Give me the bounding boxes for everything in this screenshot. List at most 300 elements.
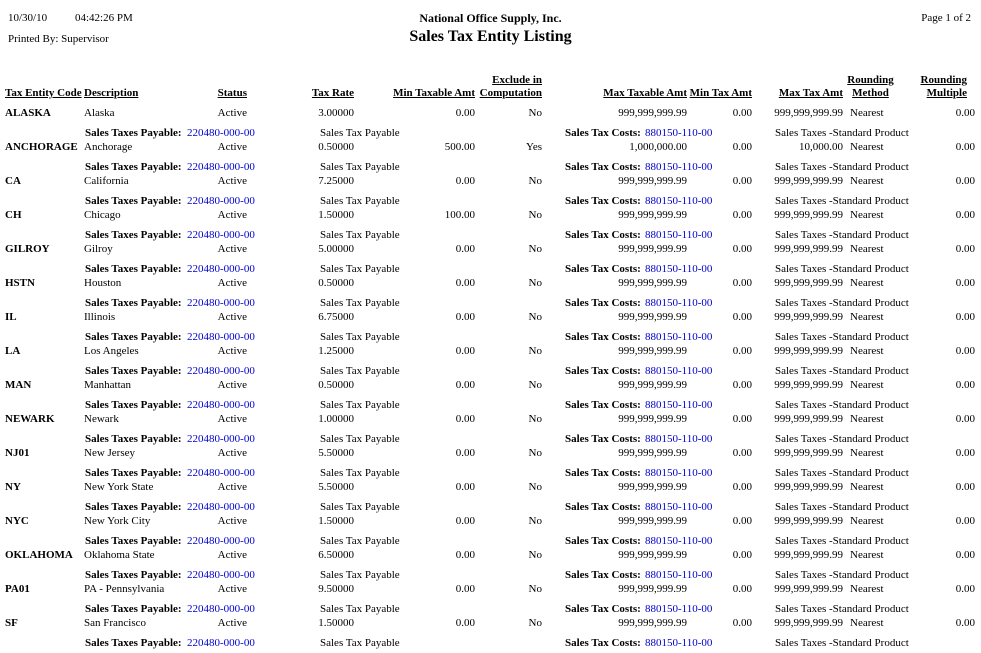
entity-max-taxable-amt: 999,999,999.99 xyxy=(618,209,687,221)
entity-min-tax-amt: 0.00 xyxy=(732,481,752,493)
payable-account-description: Sales Tax Payable xyxy=(320,263,400,275)
entity-exclude-in-computation: No xyxy=(528,447,542,459)
entity-rounding-multiple: 0.00 xyxy=(955,379,975,391)
account-row xyxy=(0,534,981,548)
entity-rounding-method: Nearest xyxy=(850,481,884,493)
entity-exclude-in-computation: No xyxy=(528,617,542,629)
col-header-rounding-multiple-line2: Multiple xyxy=(926,87,967,99)
entity-max-taxable-amt: 999,999,999.99 xyxy=(618,583,687,595)
entity-tax-rate: 6.75000 xyxy=(318,311,354,323)
entity-status: Active xyxy=(217,583,247,595)
entity-tax-rate: 0.50000 xyxy=(318,277,354,289)
entity-max-taxable-amt: 999,999,999.99 xyxy=(618,617,687,629)
costs-account-link[interactable]: 880150-110-00 xyxy=(645,603,713,615)
payable-account-link[interactable]: 220480-000-00 xyxy=(187,331,255,343)
col-header-rounding-method-line1: Rounding xyxy=(847,74,894,86)
payable-account-link[interactable]: 220480-000-00 xyxy=(187,637,255,649)
sales-tax-costs-label: Sales Tax Costs: xyxy=(565,467,641,479)
costs-account-description: Sales Taxes -Standard Product xyxy=(775,229,909,241)
costs-account-link[interactable]: 880150-110-00 xyxy=(645,637,713,649)
payable-account-link[interactable]: 220480-000-00 xyxy=(187,433,255,445)
entity-code: LA xyxy=(5,345,21,357)
entity-min-tax-amt: 0.00 xyxy=(732,549,752,561)
entity-min-tax-amt: 0.00 xyxy=(732,617,752,629)
costs-account-description: Sales Taxes -Standard Product xyxy=(775,467,909,479)
payable-account-link[interactable]: 220480-000-00 xyxy=(187,127,255,139)
payable-account-link[interactable]: 220480-000-00 xyxy=(187,195,255,207)
col-header-min-tax-amt-label: Min Tax Amt xyxy=(689,87,752,99)
entity-max-taxable-amt: 999,999,999.99 xyxy=(618,379,687,391)
entity-code: PA01 xyxy=(5,583,30,595)
entity-max-tax-amt: 999,999,999.99 xyxy=(774,617,843,629)
entity-code: CA xyxy=(5,175,21,187)
entity-min-tax-amt: 0.00 xyxy=(732,107,752,119)
costs-account-description: Sales Taxes -Standard Product xyxy=(775,195,909,207)
entity-max-taxable-amt: 999,999,999.99 xyxy=(618,481,687,493)
entity-min-taxable-amt: 0.00 xyxy=(455,379,475,391)
entity-tax-rate: 1.25000 xyxy=(318,345,354,357)
entity-tax-rate: 0.50000 xyxy=(318,379,354,391)
report-title: Sales Tax Entity Listing xyxy=(409,28,572,45)
entity-row xyxy=(0,310,981,324)
entity-block xyxy=(0,582,981,616)
entity-max-tax-amt: 999,999,999.99 xyxy=(774,311,843,323)
payable-account-description: Sales Tax Payable xyxy=(320,331,400,343)
entity-min-taxable-amt: 0.00 xyxy=(455,515,475,527)
entity-rounding-method: Nearest xyxy=(850,345,884,357)
costs-account-description: Sales Taxes -Standard Product xyxy=(775,637,909,649)
costs-account-description: Sales Taxes -Standard Product xyxy=(775,535,909,547)
entity-block xyxy=(0,480,981,514)
entity-max-taxable-amt: 999,999,999.99 xyxy=(618,345,687,357)
costs-account-description: Sales Taxes -Standard Product xyxy=(775,603,909,615)
entity-min-tax-amt: 0.00 xyxy=(732,345,752,357)
entity-max-taxable-amt: 999,999,999.99 xyxy=(618,243,687,255)
payable-account-link[interactable]: 220480-000-00 xyxy=(187,569,255,581)
entity-code: HSTN xyxy=(5,277,35,289)
payable-account-description: Sales Tax Payable xyxy=(320,399,400,411)
entity-block xyxy=(0,106,981,140)
sales-tax-costs-label: Sales Tax Costs: xyxy=(565,365,641,377)
entity-block xyxy=(0,242,981,276)
col-header-max-tax-amt-label: Max Tax Amt xyxy=(778,87,843,99)
entity-min-taxable-amt: 0.00 xyxy=(455,617,475,629)
entity-max-taxable-amt: 999,999,999.99 xyxy=(618,311,687,323)
costs-account-description: Sales Taxes -Standard Product xyxy=(775,127,909,139)
costs-account-link[interactable]: 880150-110-00 xyxy=(645,229,713,241)
payable-account-description: Sales Tax Payable xyxy=(320,297,400,309)
payable-account-description: Sales Tax Payable xyxy=(320,433,400,445)
page-indicator: Page 1 of 2 xyxy=(921,12,971,24)
sales-tax-costs-label: Sales Tax Costs: xyxy=(565,535,641,547)
col-header-exclude-line1: Exclude in xyxy=(492,74,542,86)
entity-rounding-multiple: 0.00 xyxy=(955,141,975,153)
entity-max-tax-amt: 999,999,999.99 xyxy=(774,515,843,527)
payable-account-link[interactable]: 220480-000-00 xyxy=(187,399,255,411)
entity-row xyxy=(0,140,981,154)
entity-rounding-multiple: 0.00 xyxy=(955,311,975,323)
entity-row xyxy=(0,514,981,528)
sales-tax-costs-label: Sales Tax Costs: xyxy=(565,399,641,411)
entity-status: Active xyxy=(217,617,247,629)
entity-tax-rate: 1.50000 xyxy=(318,209,354,221)
payable-account-link[interactable]: 220480-000-00 xyxy=(187,501,255,513)
entity-max-tax-amt: 999,999,999.99 xyxy=(774,481,843,493)
col-header-rounding-multiple-line1: Rounding xyxy=(920,74,967,86)
entity-row xyxy=(0,582,981,596)
company-name: National Office Supply, Inc. xyxy=(419,11,562,25)
col-header-description xyxy=(82,87,190,100)
entity-status: Active xyxy=(217,175,247,187)
sales-tax-costs-label: Sales Tax Costs: xyxy=(565,195,641,207)
costs-account-description: Sales Taxes -Standard Product xyxy=(775,161,909,173)
account-row xyxy=(0,228,981,242)
entity-tax-rate: 9.50000 xyxy=(318,583,354,595)
entity-min-tax-amt: 0.00 xyxy=(732,243,752,255)
entity-status: Active xyxy=(217,345,247,357)
costs-account-link[interactable]: 880150-110-00 xyxy=(645,501,713,513)
sales-taxes-payable-label: Sales Taxes Payable: xyxy=(85,263,182,275)
payable-account-link[interactable]: 220480-000-00 xyxy=(187,365,255,377)
entity-exclude-in-computation: No xyxy=(528,311,542,323)
sales-tax-costs-label: Sales Tax Costs: xyxy=(565,263,641,275)
entity-min-taxable-amt: 0.00 xyxy=(455,447,475,459)
entity-min-taxable-amt: 0.00 xyxy=(455,311,475,323)
entity-code: OKLAHOMA xyxy=(5,549,73,561)
sales-taxes-payable-label: Sales Taxes Payable: xyxy=(85,297,182,309)
entity-min-tax-amt: 0.00 xyxy=(732,515,752,527)
sales-tax-costs-label: Sales Tax Costs: xyxy=(565,297,641,309)
costs-account-link[interactable]: 880150-110-00 xyxy=(645,467,713,479)
entity-min-taxable-amt: 0.00 xyxy=(455,243,475,255)
costs-account-link[interactable]: 880150-110-00 xyxy=(645,195,713,207)
entity-max-taxable-amt: 999,999,999.99 xyxy=(618,107,687,119)
entity-rounding-multiple: 0.00 xyxy=(955,617,975,629)
col-header-exclude-in-computation xyxy=(475,74,542,100)
entity-min-taxable-amt: 0.00 xyxy=(455,277,475,289)
entity-exclude-in-computation: No xyxy=(528,175,542,187)
entity-description: Oklahoma State xyxy=(84,549,155,561)
account-row xyxy=(0,636,981,650)
entity-block xyxy=(0,208,981,242)
entity-block xyxy=(0,446,981,480)
account-row xyxy=(0,262,981,276)
entity-rounding-method: Nearest xyxy=(850,447,884,459)
payable-account-description: Sales Tax Payable xyxy=(320,603,400,615)
report-header xyxy=(0,0,981,58)
entity-rounding-multiple: 0.00 xyxy=(955,175,975,187)
entity-code: NY xyxy=(5,481,21,493)
entity-min-tax-amt: 0.00 xyxy=(732,379,752,391)
payable-account-link[interactable]: 220480-000-00 xyxy=(187,263,255,275)
entity-description: Alaska xyxy=(84,107,115,119)
payable-account-description: Sales Tax Payable xyxy=(320,637,400,649)
costs-account-link[interactable]: 880150-110-00 xyxy=(645,399,713,411)
entity-rounding-method: Nearest xyxy=(850,549,884,561)
entity-rounding-method: Nearest xyxy=(850,209,884,221)
entity-rounding-method: Nearest xyxy=(850,175,884,187)
entity-rounding-method: Nearest xyxy=(850,141,884,153)
entity-max-tax-amt: 999,999,999.99 xyxy=(774,175,843,187)
entity-row xyxy=(0,616,981,630)
costs-account-link[interactable]: 880150-110-00 xyxy=(645,297,713,309)
entity-max-taxable-amt: 999,999,999.99 xyxy=(618,277,687,289)
sales-tax-costs-label: Sales Tax Costs: xyxy=(565,161,641,173)
account-row xyxy=(0,432,981,446)
entity-tax-rate: 5.50000 xyxy=(318,481,354,493)
sales-tax-costs-label: Sales Tax Costs: xyxy=(565,433,641,445)
account-row xyxy=(0,398,981,412)
account-row xyxy=(0,602,981,616)
col-header-status-label: Status xyxy=(217,87,247,99)
entity-block xyxy=(0,378,981,412)
payable-account-description: Sales Tax Payable xyxy=(320,195,400,207)
entity-block xyxy=(0,344,981,378)
entity-exclude-in-computation: No xyxy=(528,345,542,357)
entity-min-taxable-amt: 0.00 xyxy=(455,175,475,187)
entity-status: Active xyxy=(217,243,247,255)
entity-min-tax-amt: 0.00 xyxy=(732,583,752,595)
entity-max-taxable-amt: 999,999,999.99 xyxy=(618,447,687,459)
entity-max-taxable-amt: 1,000,000.00 xyxy=(629,141,687,153)
entity-description: PA - Pennsylvania xyxy=(84,583,165,595)
costs-account-link[interactable]: 880150-110-00 xyxy=(645,535,713,547)
entity-max-taxable-amt: 999,999,999.99 xyxy=(618,413,687,425)
report-rows xyxy=(0,106,981,650)
account-row xyxy=(0,364,981,378)
entity-row xyxy=(0,242,981,256)
entity-exclude-in-computation: No xyxy=(528,379,542,391)
entity-rounding-multiple: 0.00 xyxy=(955,481,975,493)
entity-rounding-method: Nearest xyxy=(850,413,884,425)
entity-status: Active xyxy=(217,481,247,493)
entity-max-tax-amt: 999,999,999.99 xyxy=(774,413,843,425)
entity-status: Active xyxy=(217,515,247,527)
payable-account-link[interactable]: 220480-000-00 xyxy=(187,161,255,173)
entity-max-tax-amt: 999,999,999.99 xyxy=(774,209,843,221)
entity-max-taxable-amt: 999,999,999.99 xyxy=(618,549,687,561)
entity-max-taxable-amt: 999,999,999.99 xyxy=(618,515,687,527)
entity-rounding-method: Nearest xyxy=(850,515,884,527)
entity-min-tax-amt: 0.00 xyxy=(732,413,752,425)
sales-taxes-payable-label: Sales Taxes Payable: xyxy=(85,535,182,547)
sales-taxes-payable-label: Sales Taxes Payable: xyxy=(85,365,182,377)
entity-code: NYC xyxy=(5,515,29,527)
costs-account-link[interactable]: 880150-110-00 xyxy=(645,331,713,343)
costs-account-link[interactable]: 880150-110-00 xyxy=(645,569,713,581)
entity-status: Active xyxy=(217,379,247,391)
sales-tax-costs-label: Sales Tax Costs: xyxy=(565,229,641,241)
entity-rounding-multiple: 0.00 xyxy=(955,209,975,221)
payable-account-link[interactable]: 220480-000-00 xyxy=(187,603,255,615)
sales-taxes-payable-label: Sales Taxes Payable: xyxy=(85,161,182,173)
entity-exclude-in-computation: No xyxy=(528,107,542,119)
entity-rounding-method: Nearest xyxy=(850,379,884,391)
entity-description: New York City xyxy=(84,515,151,527)
account-row xyxy=(0,296,981,310)
entity-max-tax-amt: 999,999,999.99 xyxy=(774,447,843,459)
entity-description: California xyxy=(84,175,129,187)
entity-min-tax-amt: 0.00 xyxy=(732,311,752,323)
sales-tax-costs-label: Sales Tax Costs: xyxy=(565,637,641,649)
entity-rounding-multiple: 0.00 xyxy=(955,447,975,459)
entity-code: MAN xyxy=(5,379,32,391)
entity-code: CH xyxy=(5,209,22,221)
entity-code: GILROY xyxy=(5,243,50,255)
entity-description: San Francisco xyxy=(84,617,147,629)
sales-tax-costs-label: Sales Tax Costs: xyxy=(565,331,641,343)
sales-taxes-payable-label: Sales Taxes Payable: xyxy=(85,229,182,241)
col-header-status xyxy=(190,87,247,100)
entity-exclude-in-computation: Yes xyxy=(525,141,542,153)
column-header-row xyxy=(0,74,981,100)
account-row xyxy=(0,500,981,514)
entity-min-taxable-amt: 0.00 xyxy=(455,481,475,493)
col-header-tax-rate xyxy=(247,87,354,100)
payable-account-description: Sales Tax Payable xyxy=(320,569,400,581)
account-row xyxy=(0,194,981,208)
costs-account-link[interactable]: 880150-110-00 xyxy=(645,127,713,139)
costs-account-link[interactable]: 880150-110-00 xyxy=(645,365,713,377)
sales-taxes-payable-label: Sales Taxes Payable: xyxy=(85,637,182,649)
entity-block xyxy=(0,276,981,310)
entity-code: ANCHORAGE xyxy=(5,141,78,153)
entity-row xyxy=(0,378,981,392)
entity-tax-rate: 1.50000 xyxy=(318,515,354,527)
costs-account-link[interactable]: 880150-110-00 xyxy=(645,161,713,173)
entity-min-taxable-amt: 0.00 xyxy=(455,107,475,119)
entity-tax-rate: 5.00000 xyxy=(318,243,354,255)
entity-min-taxable-amt: 500.00 xyxy=(444,141,475,153)
entity-max-tax-amt: 999,999,999.99 xyxy=(774,277,843,289)
entity-description: Chicago xyxy=(84,209,121,221)
entity-tax-rate: 1.50000 xyxy=(318,617,354,629)
entity-description: Houston xyxy=(84,277,122,289)
entity-rounding-multiple: 0.00 xyxy=(955,413,975,425)
entity-tax-rate: 6.50000 xyxy=(318,549,354,561)
entity-rounding-method: Nearest xyxy=(850,277,884,289)
entity-min-tax-amt: 0.00 xyxy=(732,447,752,459)
entity-code: IL xyxy=(5,311,17,323)
entity-row xyxy=(0,344,981,358)
entity-block xyxy=(0,548,981,582)
entity-rounding-method: Nearest xyxy=(850,617,884,629)
entity-exclude-in-computation: No xyxy=(528,481,542,493)
costs-account-link[interactable]: 880150-110-00 xyxy=(645,263,713,275)
account-row xyxy=(0,466,981,480)
entity-exclude-in-computation: No xyxy=(528,277,542,289)
entity-rounding-multiple: 0.00 xyxy=(955,583,975,595)
col-header-tax-rate-label: Tax Rate xyxy=(311,87,354,99)
costs-account-description: Sales Taxes -Standard Product xyxy=(775,331,909,343)
entity-max-tax-amt: 999,999,999.99 xyxy=(774,243,843,255)
entity-description: Gilroy xyxy=(84,243,113,255)
entity-block xyxy=(0,514,981,548)
sales-taxes-payable-label: Sales Taxes Payable: xyxy=(85,399,182,411)
entity-status: Active xyxy=(217,107,247,119)
entity-rounding-multiple: 0.00 xyxy=(955,345,975,357)
entity-block xyxy=(0,310,981,344)
sales-tax-costs-label: Sales Tax Costs: xyxy=(565,603,641,615)
entity-rounding-method: Nearest xyxy=(850,583,884,595)
printed-by-text: Printed By: Supervisor xyxy=(8,33,109,45)
entity-min-taxable-amt: 0.00 xyxy=(455,583,475,595)
col-header-max-taxable-amt xyxy=(542,87,687,100)
entity-min-taxable-amt: 0.00 xyxy=(455,413,475,425)
costs-account-description: Sales Taxes -Standard Product xyxy=(775,365,909,377)
payable-account-link[interactable]: 220480-000-00 xyxy=(187,297,255,309)
sales-taxes-payable-label: Sales Taxes Payable: xyxy=(85,195,182,207)
entity-status: Active xyxy=(217,141,247,153)
entity-row xyxy=(0,276,981,290)
costs-account-description: Sales Taxes -Standard Product xyxy=(775,433,909,445)
entity-exclude-in-computation: No xyxy=(528,209,542,221)
costs-account-description: Sales Taxes -Standard Product xyxy=(775,263,909,275)
entity-code: NEWARK xyxy=(5,413,55,425)
entity-min-taxable-amt: 0.00 xyxy=(455,549,475,561)
report-time: 04:42:26 PM xyxy=(75,12,133,24)
col-header-rounding-method xyxy=(843,74,898,100)
sales-tax-costs-label: Sales Tax Costs: xyxy=(565,501,641,513)
costs-account-description: Sales Taxes -Standard Product xyxy=(775,399,909,411)
sales-taxes-payable-label: Sales Taxes Payable: xyxy=(85,331,182,343)
costs-account-link[interactable]: 880150-110-00 xyxy=(645,433,713,445)
payable-account-description: Sales Tax Payable xyxy=(320,229,400,241)
payable-account-description: Sales Tax Payable xyxy=(320,501,400,513)
entity-row xyxy=(0,174,981,188)
account-row xyxy=(0,160,981,174)
entity-min-taxable-amt: 100.00 xyxy=(444,209,475,221)
entity-description: New York State xyxy=(84,481,154,493)
entity-description: Anchorage xyxy=(84,141,133,153)
entity-code: SF xyxy=(5,617,18,629)
entity-min-tax-amt: 0.00 xyxy=(732,209,752,221)
payable-account-description: Sales Tax Payable xyxy=(320,535,400,547)
col-header-rounding-multiple xyxy=(898,74,981,100)
sales-taxes-payable-label: Sales Taxes Payable: xyxy=(85,467,182,479)
col-header-max-taxable-amt-label: Max Taxable Amt xyxy=(603,87,687,99)
costs-account-description: Sales Taxes -Standard Product xyxy=(775,501,909,513)
col-header-max-tax-amt xyxy=(752,87,843,100)
payable-account-link[interactable]: 220480-000-00 xyxy=(187,229,255,241)
entity-tax-rate: 0.50000 xyxy=(318,141,354,153)
costs-account-description: Sales Taxes -Standard Product xyxy=(775,569,909,581)
entity-tax-rate: 1.00000 xyxy=(318,413,354,425)
entity-tax-rate: 5.50000 xyxy=(318,447,354,459)
entity-row xyxy=(0,480,981,494)
entity-status: Active xyxy=(217,549,247,561)
entity-row xyxy=(0,106,981,120)
entity-min-tax-amt: 0.00 xyxy=(732,175,752,187)
entity-exclude-in-computation: No xyxy=(528,549,542,561)
col-header-min-tax-amt xyxy=(687,87,752,100)
payable-account-link[interactable]: 220480-000-00 xyxy=(187,535,255,547)
sales-tax-costs-label: Sales Tax Costs: xyxy=(565,569,641,581)
entity-description: New Jersey xyxy=(84,447,136,459)
entity-row xyxy=(0,208,981,222)
entity-rounding-multiple: 0.00 xyxy=(955,549,975,561)
entity-exclude-in-computation: No xyxy=(528,583,542,595)
entity-max-tax-amt: 999,999,999.99 xyxy=(774,379,843,391)
entity-row xyxy=(0,446,981,460)
col-header-tax-entity-code-label: Tax Entity Code xyxy=(5,87,82,99)
entity-rounding-method: Nearest xyxy=(850,311,884,323)
sales-taxes-payable-label: Sales Taxes Payable: xyxy=(85,127,182,139)
col-header-tax-entity-code xyxy=(0,87,82,100)
sales-taxes-payable-label: Sales Taxes Payable: xyxy=(85,501,182,513)
payable-account-link[interactable]: 220480-000-00 xyxy=(187,467,255,479)
entity-tax-rate: 3.00000 xyxy=(318,107,354,119)
